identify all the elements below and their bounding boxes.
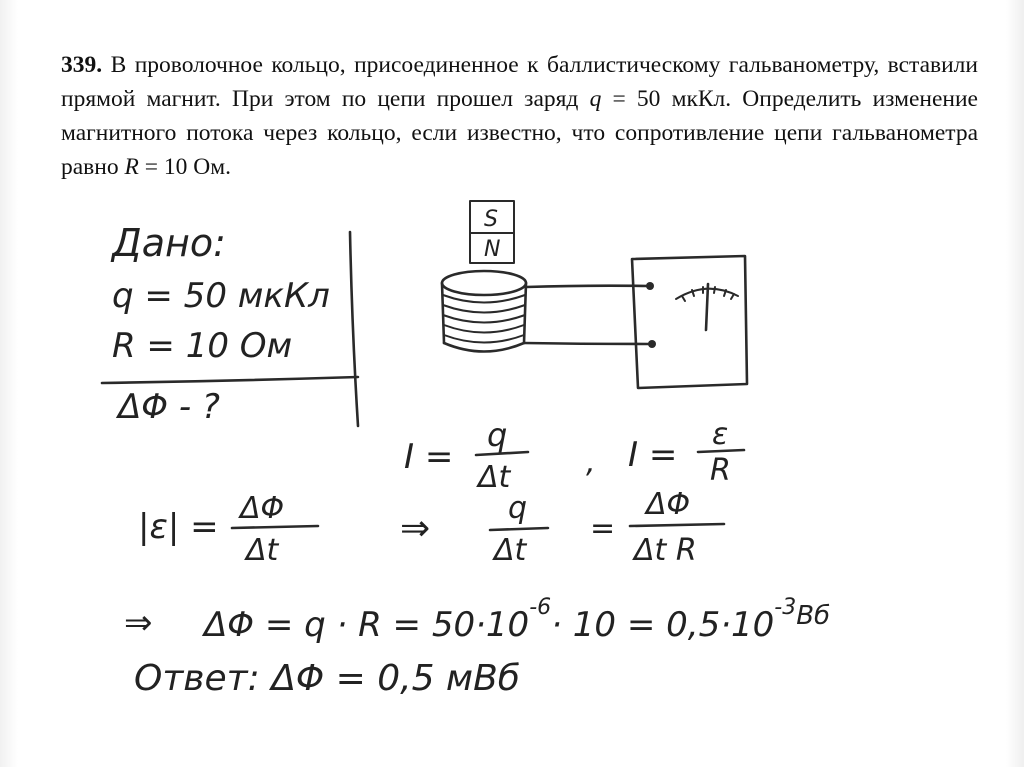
fraction-bar <box>476 452 528 455</box>
magnet-north-pole: N <box>484 237 501 262</box>
fraction-bar <box>630 524 724 526</box>
equation-flux-result <box>201 595 830 645</box>
charge-variable: q <box>589 86 602 112</box>
equation-flux-unit: Вб <box>796 601 831 631</box>
implies-arrow: ⇒ <box>124 603 153 643</box>
equation-combined-equals: = <box>590 511 616 546</box>
equation-emf-numerator: ΔΦ <box>240 491 285 526</box>
bar-magnet <box>470 201 514 263</box>
problem-text-part-3: = 10 Ом. <box>138 154 231 180</box>
equation-flux-exponent-1: -6 <box>529 595 552 620</box>
equation-current-charge-lhs: I = <box>404 437 454 477</box>
fraction-bar <box>232 526 318 528</box>
galvanometer <box>632 256 747 388</box>
problem-number: 339. <box>61 52 103 78</box>
equation-combined-right-numerator: ΔΦ <box>646 487 691 522</box>
equation-flux-exponent-2: -3 <box>774 595 797 620</box>
problem-text-part-1: В проволочное кольцо, присоединенное к баллистическому гальванометру, вставили прямой магнит. При этом по цепи прошел заряд <box>61 52 978 112</box>
answer: Ответ: ΔΦ = 0,5 мВб <box>134 658 520 699</box>
implies-arrow: ⇒ <box>400 508 431 549</box>
equation-flux-main: ΔΦ = q · R = 50·10 <box>204 605 530 645</box>
equation-current-charge-numerator: q <box>487 416 508 454</box>
given-heading: Дано: <box>112 221 226 265</box>
given-divider-line <box>102 377 358 383</box>
equation-emf-denominator: Δt <box>246 533 279 568</box>
problem-text-part-2: = 50 мкКл. Определить изменение магнитного потока через кольцо, если известно, что сопротивление цепи гальванометра равно <box>61 86 978 180</box>
equation-current-charge-denominator: Δt <box>478 460 511 495</box>
equation-current-emf-numerator: ε <box>712 417 729 452</box>
equation-current-emf-lhs: I = <box>628 435 678 475</box>
equation-flux-middle: · 10 = 0,5·10 <box>551 605 775 645</box>
equation-combined-denominator: Δt <box>494 533 527 568</box>
galvanometer-needle <box>706 284 708 330</box>
equation-combined-numerator: q <box>508 491 528 526</box>
equation-current-emf-denominator: R <box>710 453 731 488</box>
given-unknown: ΔΦ - ? <box>118 387 220 427</box>
equation-combined-right-denominator: Δt R <box>634 533 697 568</box>
given-charge: q = 50 мкКл <box>112 276 330 316</box>
equation-separator: , <box>586 445 596 480</box>
fraction-bar <box>698 450 744 452</box>
given-resistance: R = 10 Ом <box>112 326 293 366</box>
wire-coil <box>442 271 526 352</box>
wire-bottom <box>524 343 650 344</box>
equation-emf-lhs: |ε| = <box>138 507 219 547</box>
given-vertical-line <box>350 232 358 426</box>
wire-top <box>526 286 650 287</box>
fraction-bar <box>490 528 548 530</box>
resistance-variable: R <box>124 154 139 180</box>
magnet-south-pole: S <box>484 207 498 232</box>
